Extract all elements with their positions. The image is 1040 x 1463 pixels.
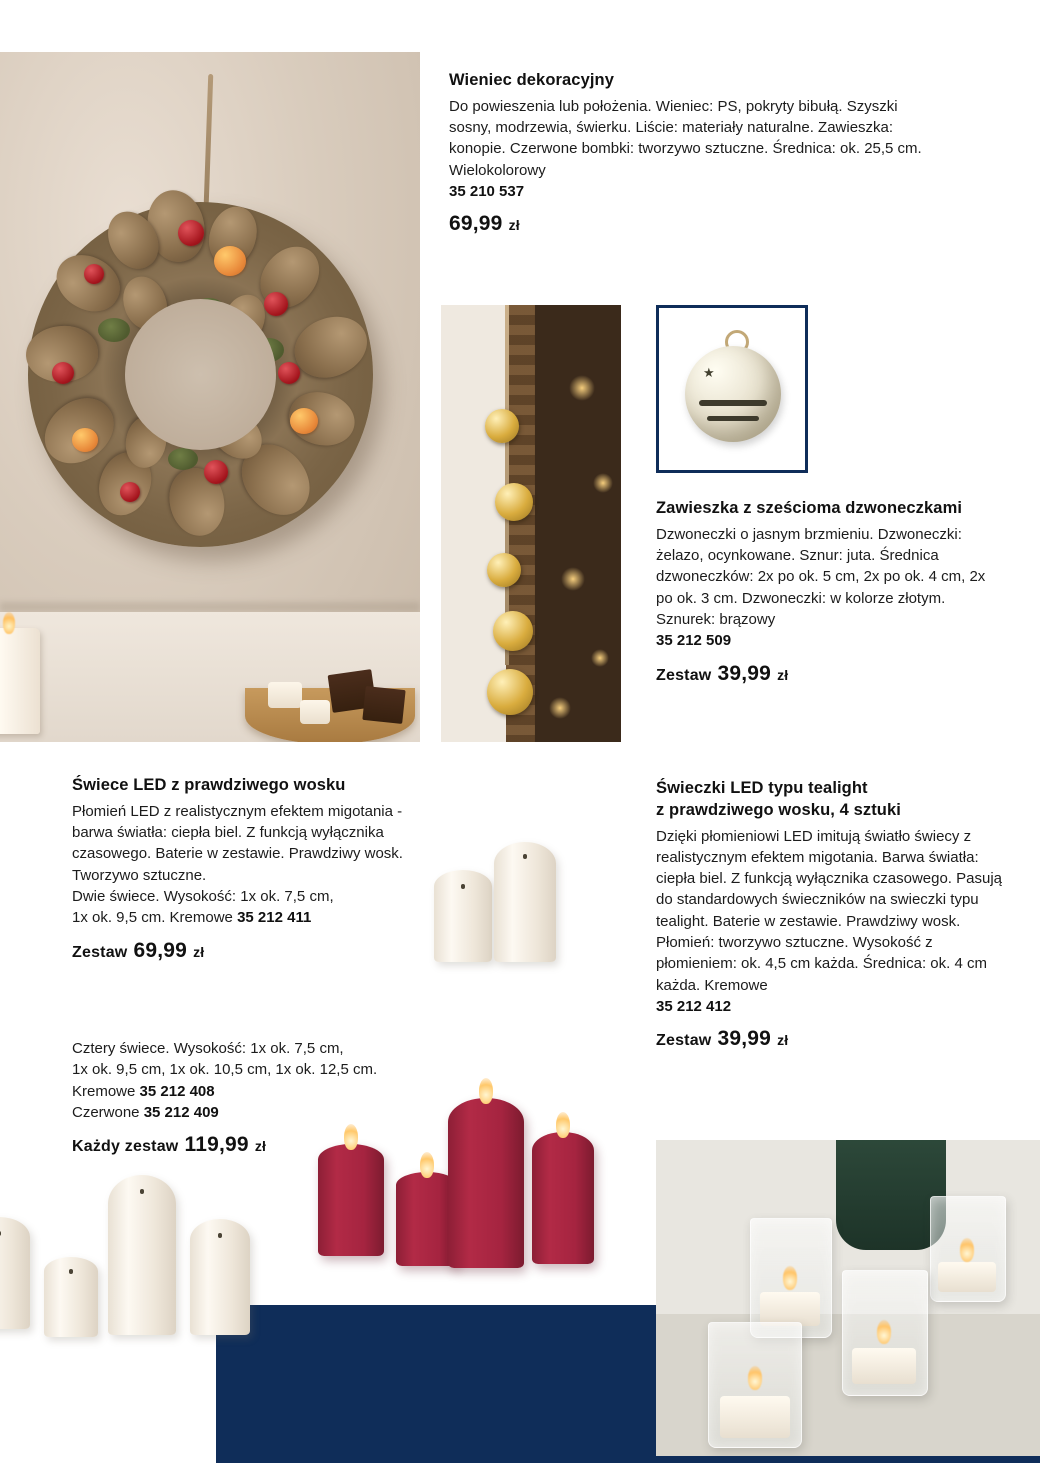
led-candles-color-2-article: 35 212 409 [143, 1103, 219, 1121]
cream-candle-1 [0, 1217, 30, 1329]
product-block-bells [656, 498, 1001, 686]
cream-led-candles-product-shot [0, 1175, 300, 1355]
led-candles-color-2-label: Czerwone [72, 1103, 140, 1121]
product-block-led-tealights [656, 778, 1016, 1051]
led-tealights-description: Dzięki płomieniowi LED imitują światło świecy z realistycznym efektem migotania. Barwa światła: ciepła biel. Z funkcją wyłącznika czasowego. Pasują do standardowych świeczników na swieczki typu tealight. Baterie w zestawie. Prawdziwy wosk. Płomień: tworzywo sztuczne. Wysokość z płomieniem: ok. 4,5 cm każda. Średnica: ok. 4 cm każda. Kremowe [656, 827, 1003, 994]
led-candles-price-2-prefix: Każdy zestaw [72, 1138, 179, 1156]
photo-candle-left [0, 628, 40, 734]
led-candles-description: Płomień LED z realistycznym efektem migotania - barwa światła: ciepła biel. Z funkcją wyłącznika czasowego. Baterie w zestawie. Prawdziwy wosk. Tworzywo sztuczne. [72, 802, 403, 884]
bells-price-prefix: Zestaw [656, 666, 712, 684]
bells-article-number: 35 212 509 [656, 632, 732, 650]
bell-star-icon: ★ [703, 365, 715, 380]
led-candles-color-1-label: Kremowe [72, 1082, 136, 1100]
tealights-lifestyle-photo [656, 1140, 1040, 1456]
cream-candle-2 [44, 1257, 98, 1337]
led-candles-title: Świece LED z prawdziwego wosku [72, 776, 346, 794]
cream-candle-4 [190, 1219, 250, 1335]
bells-price [656, 662, 1001, 686]
led-candles-price-value: 69,99 [133, 938, 188, 962]
led-candles-price-2-currency: zł [254, 1138, 267, 1155]
led-tealights-price-prefix: Zestaw [656, 1032, 712, 1050]
led-candles-price-2-value: 119,99 [184, 1133, 249, 1157]
wreath-price-currency: zł [508, 217, 520, 234]
tealight-1 [760, 1292, 820, 1326]
led-candles-variant-1 [72, 886, 432, 929]
bells-price-currency: zł [777, 666, 789, 683]
tealight-flame-2 [960, 1238, 974, 1262]
led-tealights-article-number: 35 212 412 [656, 997, 732, 1015]
bells-lifestyle-photo [441, 305, 621, 742]
bells-description: Dzwoneczki o jasnym brzmieniu. Dzwoneczki: żelazo, ocynkowane. Sznur: juta. Średnica dzwoneczków: 2x po ok. 5 cm, 2x po ok. 4 cm, 2x po ok. 3 cm. Dzwoneczki: w kolorze złotym. Sznurek: brązowy [656, 525, 986, 628]
led-candles-color-1-article: 35 212 408 [139, 1082, 215, 1100]
decorative-wreath [28, 202, 373, 547]
wreath-title: Wieniec dekoracyjny [449, 71, 614, 89]
led-candles-variant-1-line-1: Dwie świece. Wysokość: 1x ok. 7,5 cm, [72, 887, 334, 905]
led-candles-variant-1-article: 35 212 411 [237, 909, 312, 927]
led-candles-price-currency: zł [193, 943, 205, 960]
tealight-3 [852, 1348, 916, 1384]
red-led-candles-product-shot [300, 1060, 630, 1310]
candle-large [494, 842, 556, 962]
cream-candle-3 [108, 1175, 176, 1335]
led-tealights-price [656, 1027, 1016, 1051]
led-candles-variant-2-line-2: 1x ok. 9,5 cm, 1x ok. 10,5 cm, 1x ok. 12,5 cm. [72, 1061, 378, 1079]
wreath-price-value: 69,99 [449, 212, 503, 236]
tealight-2 [938, 1262, 996, 1292]
bells-title: Zawieszka z sześcioma dzwoneczkami [656, 499, 963, 517]
led-candles-price-prefix: Zestaw [72, 943, 128, 961]
led-candles-variant-1-line-2: 1x ok. 9,5 cm. Kremowe [72, 909, 233, 927]
red-candle-1 [318, 1144, 384, 1256]
red-candle-3 [448, 1098, 524, 1268]
bells-price-value: 39,99 [717, 661, 772, 685]
product-block-led-candles [72, 775, 432, 963]
led-tealights-title-line-1: Świeczki LED typu tealight [656, 779, 868, 797]
led-tealights-title [656, 778, 1016, 822]
candle-small [434, 870, 492, 962]
led-tealights-title-line-2: z prawdziwego wosku, 4 sztuki [656, 800, 901, 819]
led-tealights-price-value: 39,99 [717, 1027, 772, 1051]
wreath-price [449, 212, 941, 236]
tealight-4 [720, 1396, 790, 1438]
jingle-bell [685, 346, 781, 442]
photo-table-shadow [0, 602, 420, 612]
tealight-flame-1 [783, 1266, 797, 1290]
wreath-lifestyle-photo [0, 52, 420, 742]
bells-product-shot [656, 305, 808, 473]
led-candles-product-shot [420, 812, 620, 972]
product-block-wreath [449, 70, 941, 236]
wreath-description: Do powieszenia lub położenia. Wieniec: PS, pokryty bibułą. Szyszki sosny, modrzewia, świerku. Liście: materiały naturalne. Zawieszka: konopie. Czerwone bombki: tworzywo sztuczne. Średnica: ok. 25,5 cm. Wielokolorowy [449, 97, 922, 179]
tealight-flame-3 [877, 1320, 891, 1344]
wreath-article-number: 35 210 537 [449, 182, 525, 200]
tealight-flame-4 [748, 1366, 762, 1390]
led-tealights-price-currency: zł [777, 1032, 789, 1049]
led-candles-price-set-of-two [72, 939, 432, 963]
led-candles-variant-2-line-1: Cztery świece. Wysokość: 1x ok. 7,5 cm, [72, 1040, 344, 1057]
red-candle-4 [532, 1132, 594, 1264]
